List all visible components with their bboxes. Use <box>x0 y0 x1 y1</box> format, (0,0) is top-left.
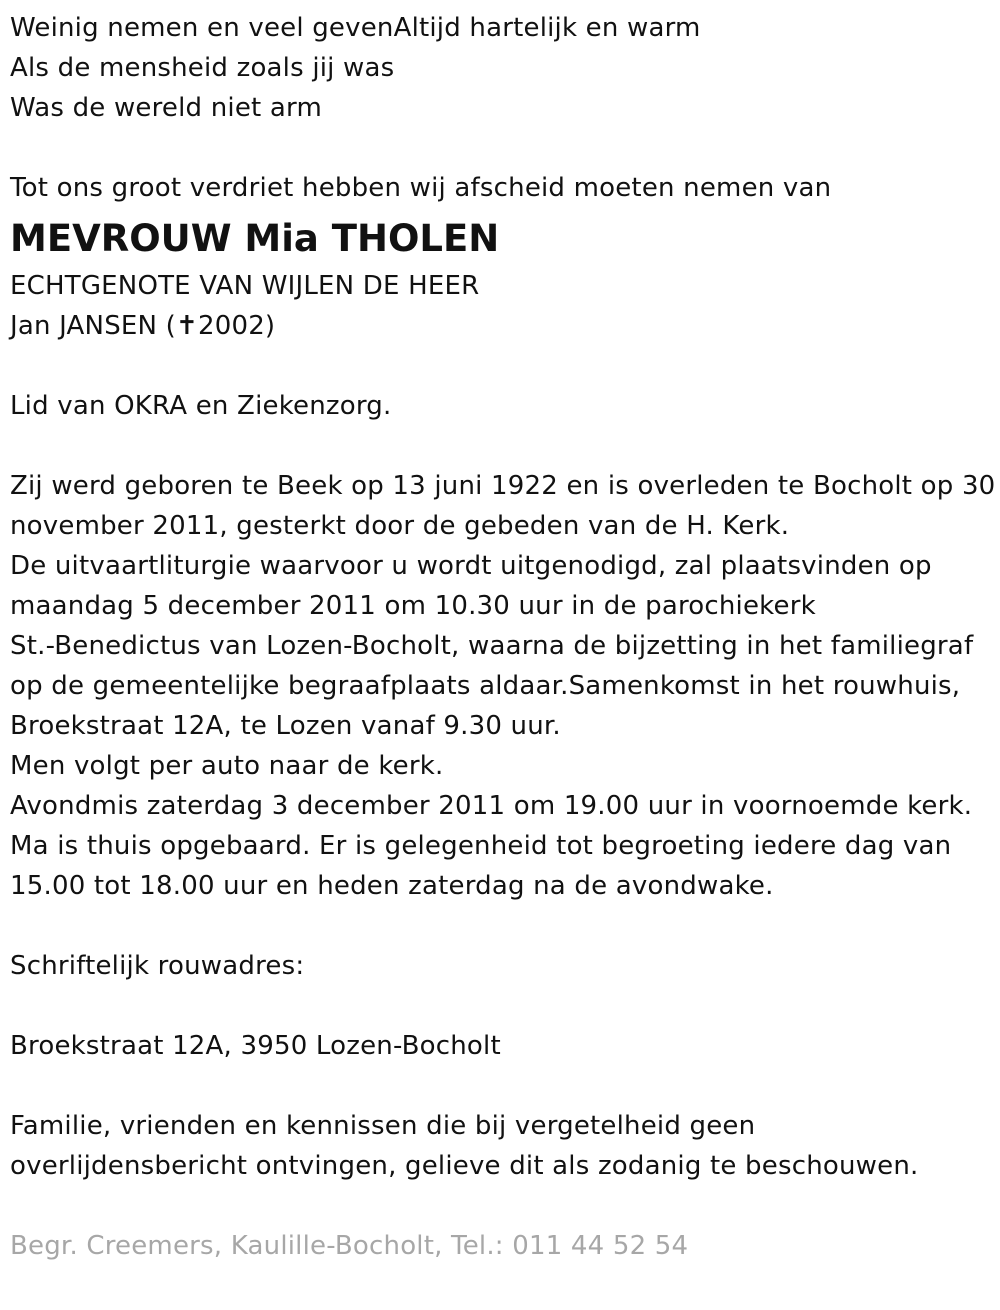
details-line: St.-Benedictus van Lozen-Bocholt, waarna de bijzetting in het familiegraf <box>10 631 974 661</box>
details-line: Men volgt per auto naar de kerk. <box>10 751 444 781</box>
spacer <box>10 128 995 168</box>
notice-line: overlijdensbericht ontvingen, gelieve dit als zodanig te beschouwen. <box>10 1151 919 1181</box>
spacer <box>10 1186 995 1226</box>
deceased-name: MEVROUW Mia THOLEN <box>10 217 500 260</box>
notice <box>10 1106 995 1186</box>
details-line: Avondmis zaterdag 3 december 2011 om 19.00 uur in voornoemde kerk. <box>10 791 973 821</box>
details-line: De uitvaartliturgie waarvoor u wordt uitgenodigd, zal plaatsvinden op <box>10 551 932 581</box>
spacer <box>10 426 995 466</box>
poem-line: Was de wereld niet arm <box>10 93 322 123</box>
details-line: maandag 5 december 2011 om 10.30 uur in de parochiekerk <box>10 591 816 621</box>
spacer <box>10 906 995 946</box>
details-line: 15.00 tot 18.00 uur en heden zaterdag na de avondwake. <box>10 871 774 901</box>
deceased-relation: ECHTGENOTE VAN WIJLEN DE HEER <box>10 271 480 301</box>
funeral-details <box>10 466 995 906</box>
details-line: november 2011, gesterkt door de gebeden van de H. Kerk. <box>10 511 790 541</box>
spacer <box>10 986 995 1026</box>
obituary-document <box>10 8 995 1266</box>
details-line: Ma is thuis opgebaard. Er is gelegenheid tot begroeting iedere dag van <box>10 831 952 861</box>
poem <box>10 8 995 128</box>
spouse-name: Jan JANSEN (✝2002) <box>10 311 276 341</box>
details-line: Zij werd geboren te Beek op 13 juni 1922 en is overleden te Bocholt op 30 <box>10 471 996 501</box>
membership-text: Lid van OKRA en Ziekenzorg. <box>10 391 392 421</box>
spacer <box>10 1066 995 1106</box>
details-line: op de gemeentelijke begraafplaats aldaar.Samenkomst in het rouwhuis, <box>10 671 961 701</box>
address-value: Broekstraat 12A, 3950 Lozen-Bocholt <box>10 1031 501 1061</box>
poem-line: Als de mensheid zoals jij was <box>10 53 395 83</box>
spacer <box>10 346 995 386</box>
funeral-home-footer: Begr. Creemers, Kaulille-Bocholt, Tel.: 011 44 52 54 <box>10 1231 689 1261</box>
poem-line: Weinig nemen en veel gevenAltijd hartelijk en warm <box>10 13 701 43</box>
intro-text: Tot ons groot verdriet hebben wij afscheid moeten nemen van <box>10 173 832 203</box>
address-label: Schriftelijk rouwadres: <box>10 951 305 981</box>
notice-line: Familie, vrienden en kennissen die bij vergetelheid geen <box>10 1111 756 1141</box>
details-line: Broekstraat 12A, te Lozen vanaf 9.30 uur. <box>10 711 561 741</box>
